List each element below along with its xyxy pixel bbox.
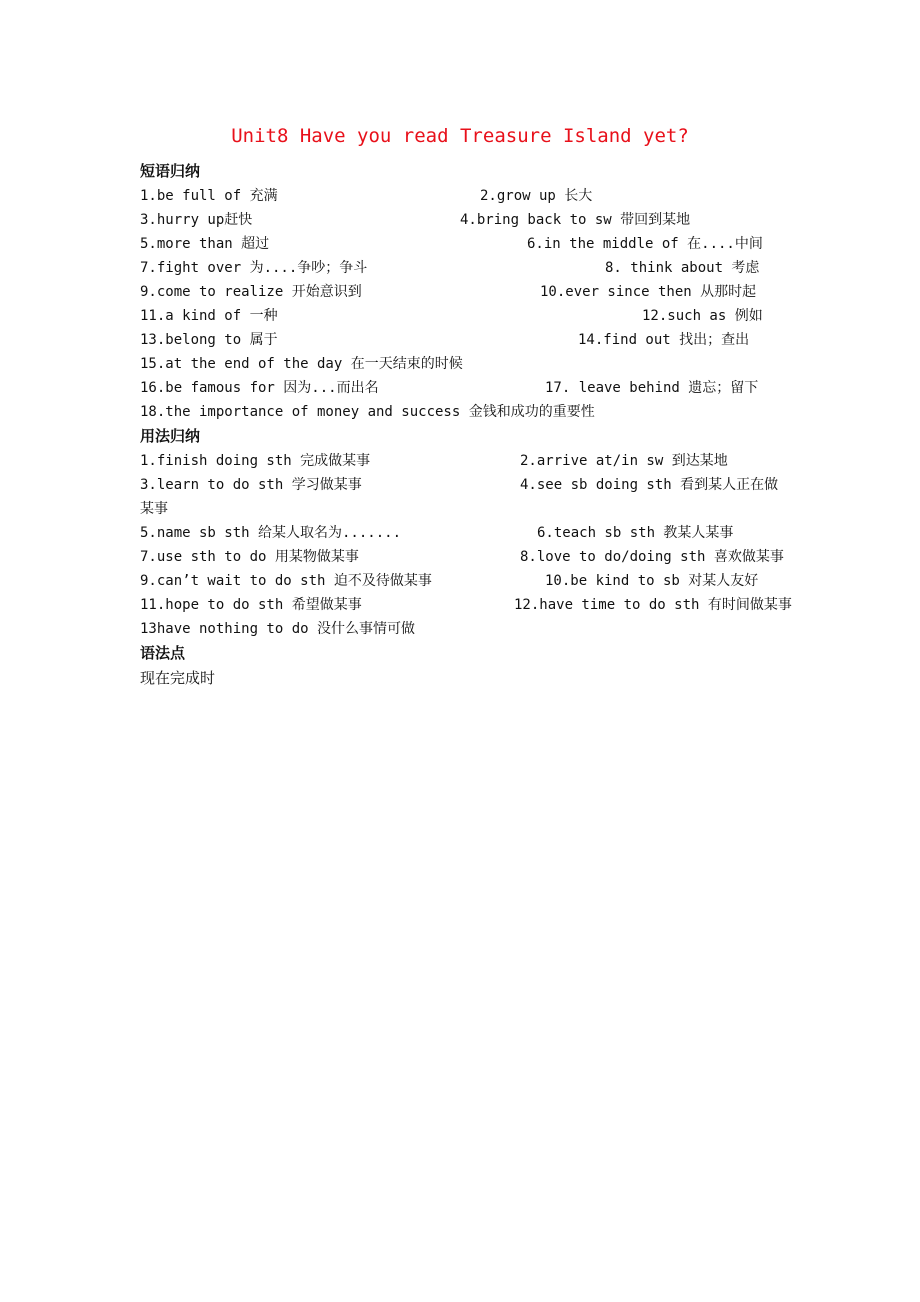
usage-item: 1.finish doing sth 完成做某事	[140, 453, 371, 469]
usage-item: 9.can’t wait to do sth 迫不及待做某事	[140, 573, 432, 589]
document-title: Unit8 Have you read Treasure Island yet?	[231, 125, 689, 147]
phrase-item: 9.come to realize 开始意识到	[140, 284, 362, 300]
phrases-heading: 短语归纳	[140, 162, 201, 180]
phrase-item: 2.grow up 长大	[480, 188, 593, 204]
usage-item: 12.have time to do sth 有时间做某事	[514, 597, 792, 613]
phrase-item: 7.fight over 为....争吵；争斗	[140, 260, 368, 276]
usage-item-continuation: 某事	[140, 501, 168, 517]
phrase-item: 11.a kind of 一种	[140, 308, 278, 324]
phrase-item: 3.hurry up赶快	[140, 212, 253, 228]
phrase-item: 16.be famous for 因为...而出名	[140, 380, 379, 396]
usage-heading: 用法归纳	[140, 427, 201, 445]
phrase-item: 4.bring back to sw 带回到某地	[460, 212, 691, 228]
usage-item: 4.see sb doing sth 看到某人正在做	[520, 477, 779, 493]
phrase-item: 1.be full of 充满	[140, 188, 278, 204]
phrase-item: 5.more than 超过	[140, 236, 270, 252]
usage-item: 6.teach sb sth 教某人某事	[537, 525, 734, 541]
phrase-item: 18.the importance of money and success 金钱和成功的重要性	[140, 404, 595, 420]
usage-item: 11.hope to do sth 希望做某事	[140, 597, 362, 613]
usage-item: 3.learn to do sth 学习做某事	[140, 477, 362, 493]
grammar-heading: 语法点	[140, 644, 186, 662]
usage-item: 7.use sth to do 用某物做某事	[140, 549, 359, 565]
usage-item: 10.be kind to sb 对某人友好	[545, 573, 759, 589]
usage-item: 2.arrive at/in sw 到达某地	[520, 453, 728, 469]
phrase-item: 15.at the end of the day 在一天结束的时候	[140, 356, 463, 372]
usage-item: 13have nothing to do 没什么事情可做	[140, 621, 416, 637]
grammar-item: 现在完成时	[140, 669, 216, 687]
phrase-item: 13.belong to 属于	[140, 332, 278, 348]
usage-item: 5.name sb sth 给某人取名为.......	[140, 525, 402, 541]
phrase-item: 8. think about 考虑	[605, 260, 760, 276]
phrase-item: 12.such as 例如	[642, 308, 763, 324]
phrase-item: 6.in the middle of 在....中间	[527, 236, 763, 252]
usage-item: 8.love to do/doing sth 喜欢做某事	[520, 549, 784, 565]
phrase-item: 10.ever since then 从那时起	[540, 284, 757, 300]
phrase-item: 14.find out 找出；查出	[578, 332, 750, 348]
phrase-item: 17. leave behind 遗忘；留下	[545, 380, 759, 396]
